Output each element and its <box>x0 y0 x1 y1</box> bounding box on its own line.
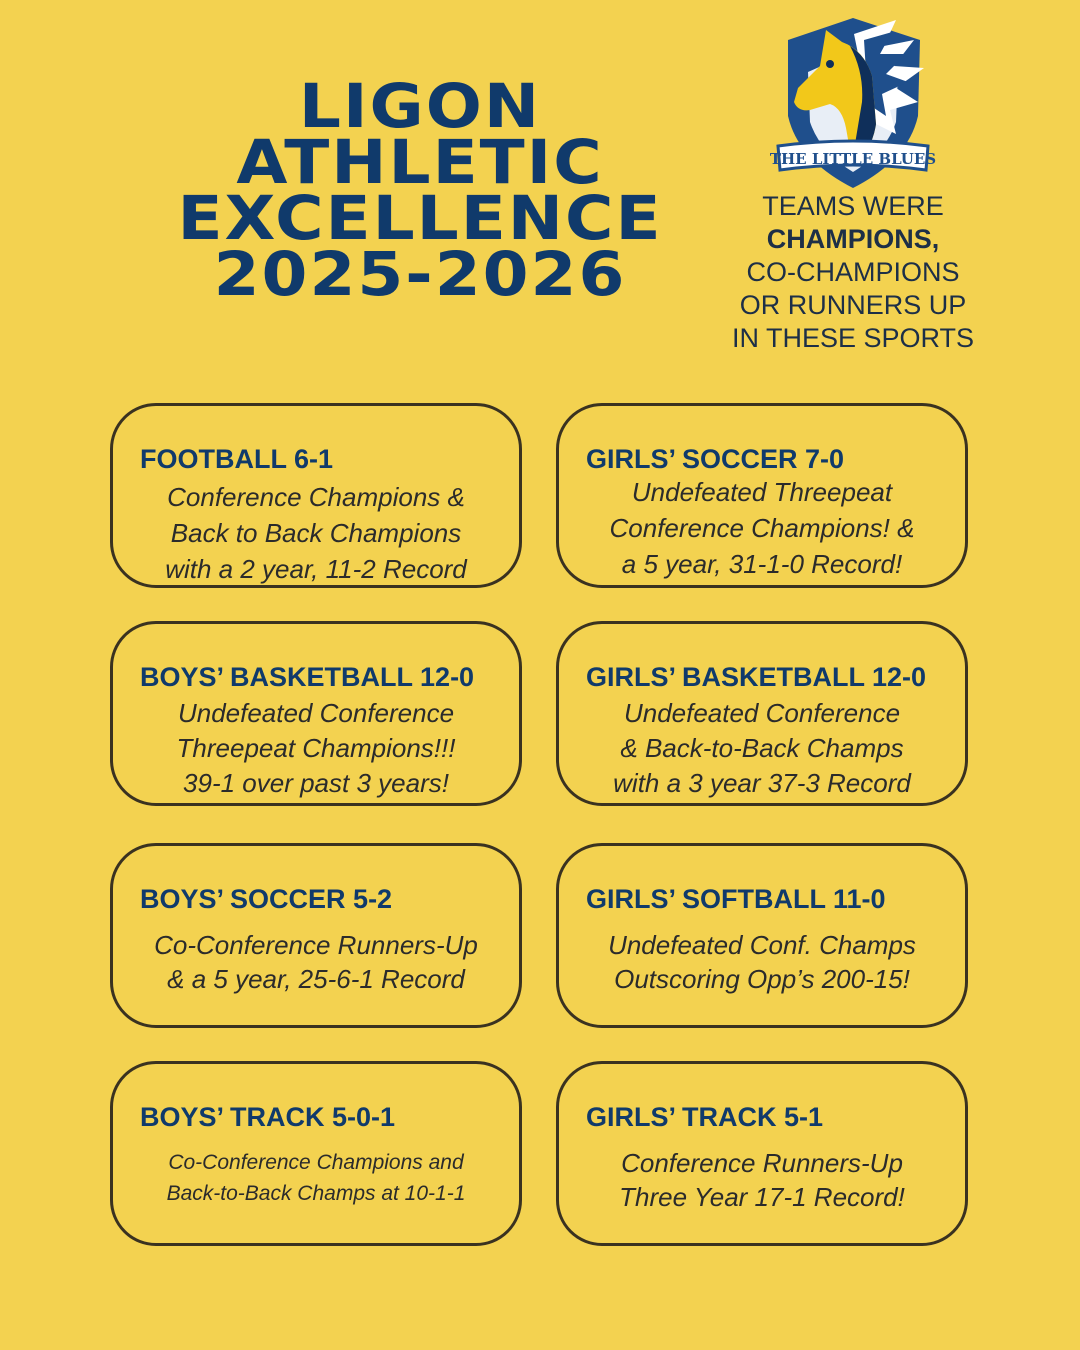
title-line: 2025-2026 <box>213 239 627 310</box>
card-line: with a 3 year 37-3 Record <box>613 768 911 798</box>
card-girls-track <box>556 1061 968 1246</box>
card-line: Back-to-Back Champs at 10-1-1 <box>166 1182 466 1205</box>
card-line: Co-Conference Champions and <box>168 1151 464 1174</box>
card-title: BOYS’ TRACK 5-0-1 <box>140 1102 396 1132</box>
card-description <box>559 696 965 801</box>
card-title: BOYS’ BASKETBALL 12-0 <box>140 662 475 692</box>
card-line: & Back-to-Back Champs <box>620 733 904 763</box>
card-line: 39-1 over past 3 years! <box>183 768 449 798</box>
card-description <box>113 928 519 996</box>
card-line: Undefeated Conf. Champs <box>608 930 916 960</box>
title-line: LIGON <box>298 70 542 142</box>
card-line: Conference Champions! & <box>609 513 915 543</box>
card-description <box>559 474 965 582</box>
card-description <box>113 479 519 587</box>
card-line: Three Year 17-1 Record! <box>619 1182 905 1212</box>
card-description <box>113 1147 519 1209</box>
card-boys-basketball <box>110 621 522 806</box>
card-line: a 5 year, 31-1-0 Record! <box>621 549 903 579</box>
card-line: Conference Champions & <box>167 482 465 512</box>
tagline-line: TEAMS WERE <box>762 191 944 221</box>
card-title: GIRLS’ TRACK 5-1 <box>586 1102 824 1132</box>
card-description <box>113 696 519 801</box>
title-line: ATHLETIC <box>236 126 604 198</box>
card-title: GIRLS’ BASKETBALL 12-0 <box>586 662 927 692</box>
card-girls-soccer <box>556 403 968 588</box>
card-line: & a 5 year, 25-6-1 Record <box>167 964 465 994</box>
tagline-line: IN THESE SPORTS <box>731 323 975 353</box>
card-line: Outscoring Opp’s 200-15! <box>614 964 910 994</box>
card-title: BOYS’ SOCCER 5-2 <box>140 884 393 914</box>
card-line: Threepeat Champions!!! <box>176 733 456 763</box>
card-line: Co-Conference Runners-Up <box>154 930 478 960</box>
tagline <box>722 190 984 355</box>
card-line: Conference Runners-Up <box>621 1148 903 1178</box>
card-line: with a 2 year, 11-2 Record <box>165 554 467 584</box>
tagline-line-bold: CHAMPIONS, <box>766 224 940 254</box>
title-line: EXCELLENCE <box>177 182 663 254</box>
card-description <box>559 928 965 996</box>
card-title: FOOTBALL 6-1 <box>140 444 334 474</box>
card-football <box>110 403 522 588</box>
card-boys-track <box>110 1061 522 1246</box>
card-girls-basketball <box>556 621 968 806</box>
card-line: Undefeated Threepeat <box>631 477 893 507</box>
card-line: Undefeated Conference <box>177 698 455 728</box>
mustang-shield-icon <box>768 12 938 190</box>
card-girls-softball <box>556 843 968 1028</box>
card-description <box>559 1146 965 1214</box>
card-title: GIRLS’ SOCCER 7-0 <box>586 444 845 474</box>
card-line: Back to Back Champions <box>170 518 462 548</box>
tagline-line: OR RUNNERS UP <box>739 290 967 320</box>
card-line: Undefeated Conference <box>623 698 901 728</box>
card-title: GIRLS’ SOFTBALL 11-0 <box>586 884 886 914</box>
logo-text: THE LITTLE BLUES <box>769 150 937 168</box>
tagline-line: CO-CHAMPIONS <box>746 257 960 287</box>
card-boys-soccer <box>110 843 522 1028</box>
page-title <box>105 70 735 310</box>
